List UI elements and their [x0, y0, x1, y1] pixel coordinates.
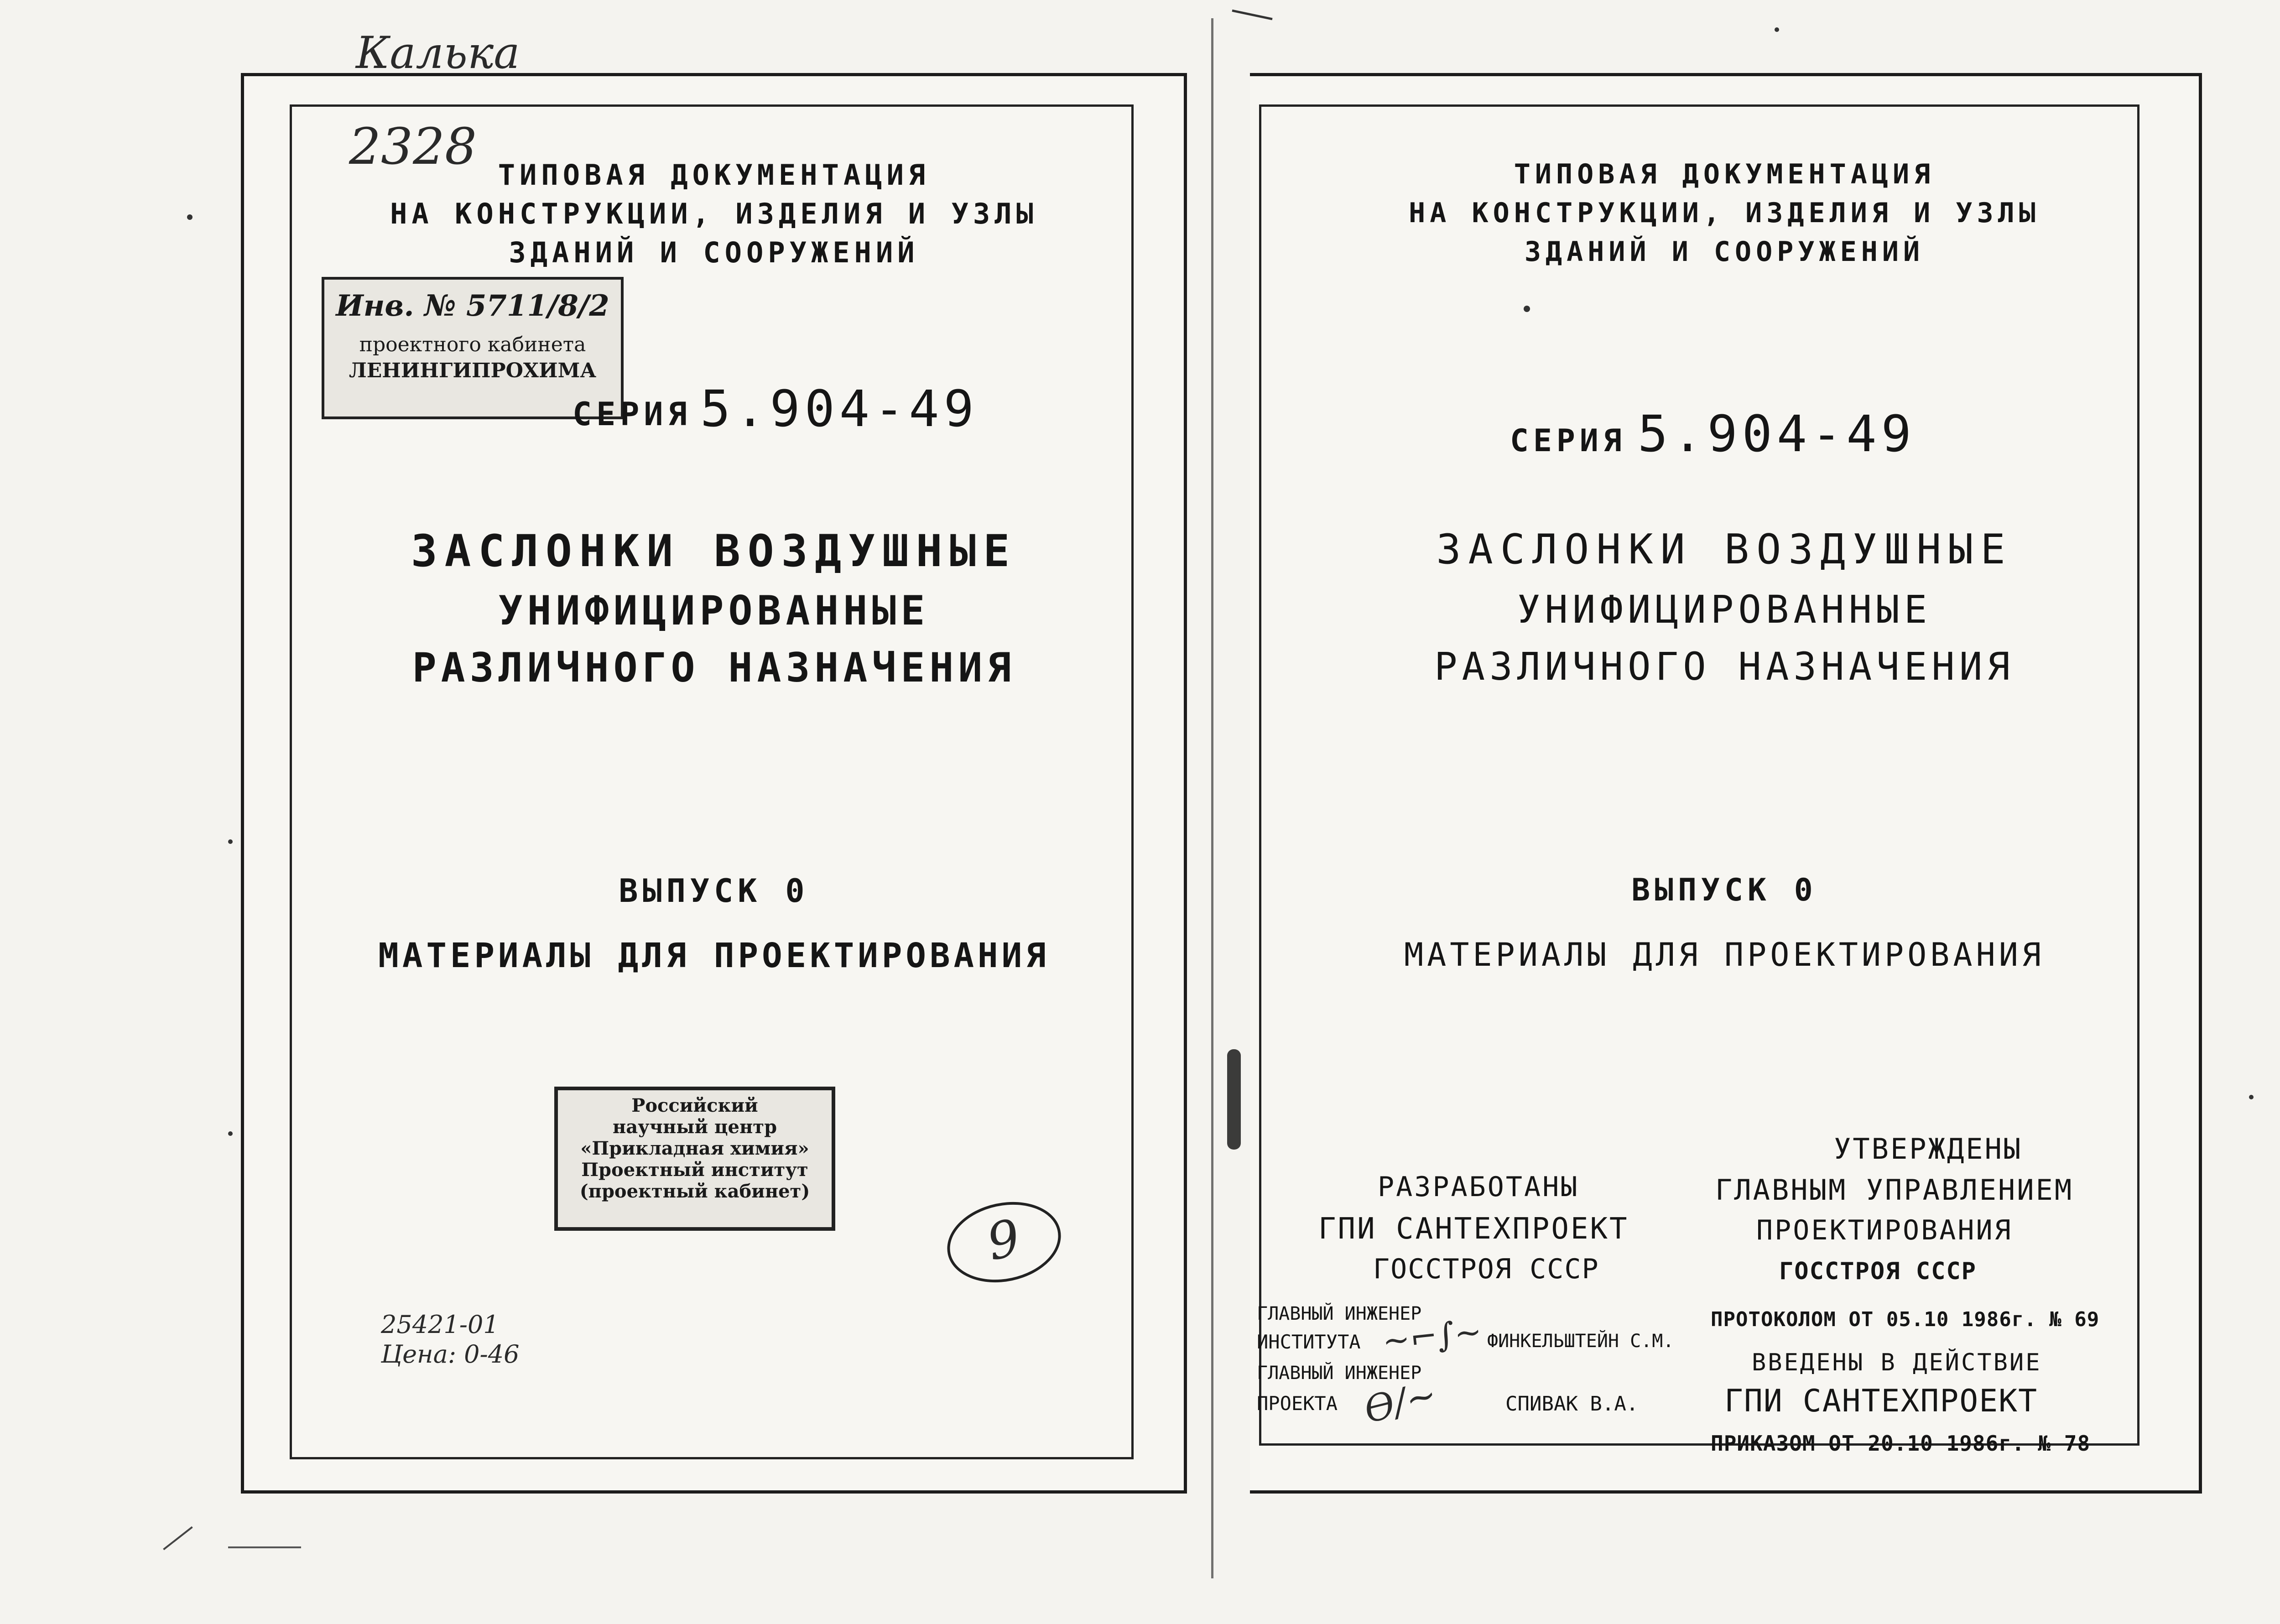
chief-project-title-2: ПРОЕКТА — [1257, 1392, 1338, 1415]
approved-line-2: ГЛАВНЫМ УПРАВЛЕНИЕМ — [1715, 1173, 2074, 1207]
scan-speck — [1524, 306, 1530, 312]
issue-label: ВЫПУСК 0 — [619, 872, 809, 910]
chief-institute-title-2: ИНСТИТУТА — [1257, 1331, 1361, 1353]
circled-number: 9 — [982, 1208, 1025, 1272]
signature-project: Ѳ∕~ — [1360, 1373, 1441, 1431]
chief-project-name: СПИВАК В.А. — [1505, 1392, 1639, 1416]
top-handwriting: Калька — [356, 27, 520, 78]
enacted-line-1: ВВЕДЕНЫ В ДЕЙСТВИЕ — [1752, 1349, 2042, 1376]
scan-speck — [187, 214, 193, 220]
approved-line-4: ГОССТРОЯ СССР — [1779, 1258, 1977, 1285]
approved-line-1: УТВЕРЖДЕНЫ — [1834, 1132, 2023, 1166]
title-line-1: ЗАСЛОНКИ ВОЗДУШНЫЕ — [1436, 526, 2013, 573]
issue-label: ВЫПУСК 0 — [1631, 872, 1817, 908]
developed-line-1: РАЗРАБОТАНЫ — [1378, 1171, 1579, 1203]
right-cover-sheet — [1250, 73, 2202, 1494]
scan-speck — [2249, 1095, 2254, 1099]
library-stamp-line-1: Российский — [631, 1095, 758, 1116]
spine-fold-line — [1211, 18, 1213, 1578]
title-line-2: УНИФИЦИРОВАННЫЕ — [1517, 587, 1932, 632]
series-number: 5.904-49 — [700, 380, 979, 438]
header-line-2: НА КОНСТРУКЦИИ, ИЗДЕЛИЯ И УЗЛЫ — [1409, 197, 2040, 229]
approved-line-5: ПРОТОКОЛОМ ОТ 05.10 1986г. № 69 — [1711, 1308, 2100, 1331]
scan-speck — [228, 839, 233, 844]
scan-streak — [228, 1546, 301, 1548]
library-stamp-line-4: Проектный институт — [581, 1159, 808, 1181]
scan-speck — [228, 1131, 233, 1136]
library-stamp-line-2: научный центр — [612, 1116, 777, 1138]
series-label: СЕРИЯ — [573, 396, 692, 433]
title-line-1: ЗАСЛОНКИ ВОЗДУШНЫЕ — [411, 526, 1017, 577]
scan-streak — [1232, 10, 1272, 21]
title-line-3: РАЗЛИЧНОГО НАЗНАЧЕНИЯ — [412, 644, 1016, 691]
chief-institute-name: ФИНКЕЛЬШТЕЙН С.М. — [1487, 1331, 1674, 1352]
header-line-1: ТИПОВАЯ ДОКУМЕНТАЦИЯ — [498, 158, 930, 192]
scan-speck — [1775, 27, 1779, 32]
header-line-3: ЗДАНИЙ И СООРУЖЕНИЙ — [1524, 236, 1925, 268]
chief-project-title-1: ГЛАВНЫЙ ИНЖЕНЕР — [1257, 1363, 1422, 1384]
left-cover-sheet — [241, 73, 1187, 1494]
signature-institute: ~⌐∫~ — [1380, 1312, 1484, 1361]
title-line-3: РАЗЛИЧНОГО НАЗНАЧЕНИЯ — [1434, 644, 2015, 689]
scan-streak — [163, 1526, 193, 1550]
enacted-line-3: ПРИКАЗОМ ОТ 20.10 1986г. № 78 — [1711, 1431, 2091, 1456]
chief-institute-title-1: ГЛАВНЫЙ ИНЖЕНЕР — [1257, 1303, 1422, 1324]
price-value: Цена: 0-46 — [381, 1340, 520, 1369]
spine-shadow — [1227, 1049, 1241, 1150]
developed-line-2: ГПИ САНТЕХПРОЕКТ — [1318, 1212, 1629, 1246]
header-line-3: ЗДАНИЙ И СООРУЖЕНИЙ — [509, 236, 919, 269]
library-stamp-line-5: (проектный кабинет) — [579, 1181, 810, 1202]
series-label: СЕРИЯ — [1510, 423, 1626, 459]
issue-subtitle: МАТЕРИАЛЫ ДЛЯ ПРОЕКТИРОВАНИЯ — [1404, 936, 2045, 973]
price-code: 25421-01 — [381, 1310, 499, 1339]
header-line-1: ТИПОВАЯ ДОКУМЕНТАЦИЯ — [1514, 158, 1935, 190]
approved-line-3: ПРОЕКТИРОВАНИЯ — [1756, 1214, 2013, 1246]
enacted-line-2: ГПИ САНТЕХПРОЕКТ — [1724, 1383, 2038, 1419]
inventory-stamp-line-1: Инв. № 5711/8/2 — [336, 289, 609, 323]
header-line-2: НА КОНСТРУКЦИИ, ИЗДЕЛИЯ И УЗЛЫ — [390, 197, 1038, 230]
series-number: 5.904-49 — [1638, 405, 1916, 463]
developed-line-3: ГОССТРОЯ СССР — [1373, 1253, 1599, 1285]
inventory-stamp-line-3: ЛЕНИНГИПРОХИМА — [349, 359, 597, 382]
library-stamp-line-3: «Прикладная химия» — [580, 1138, 809, 1159]
handwritten-number: 2328 — [349, 117, 477, 176]
title-line-2: УНИФИЦИРОВАННЫЕ — [498, 587, 930, 634]
issue-subtitle: МАТЕРИАЛЫ ДЛЯ ПРОЕКТИРОВАНИЯ — [378, 936, 1050, 975]
inventory-stamp-line-2: проектного кабинета — [359, 333, 586, 356]
library-stamp — [554, 1087, 835, 1231]
